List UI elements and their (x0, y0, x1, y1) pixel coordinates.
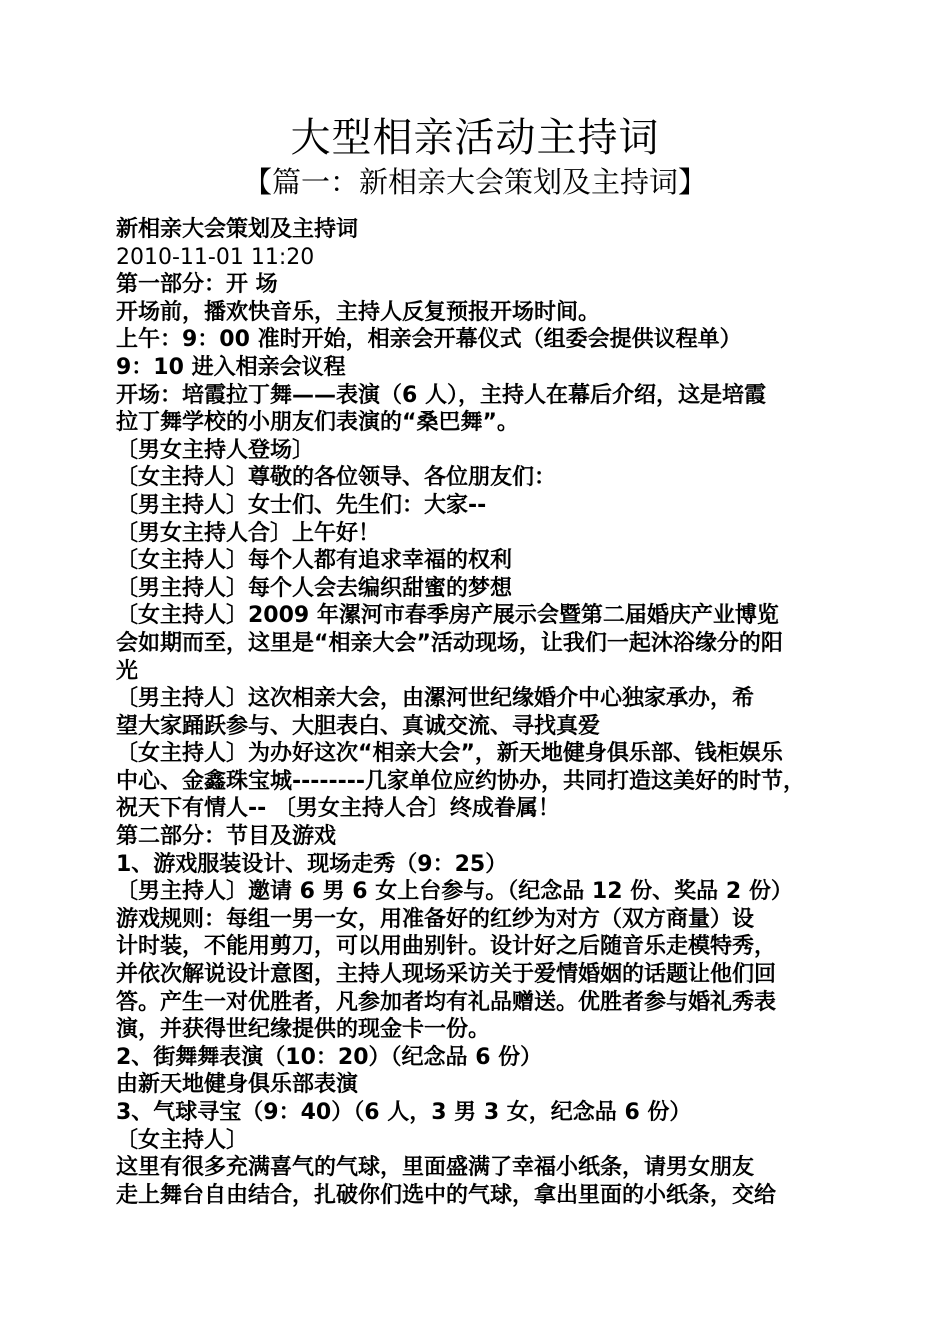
paragraph-line: 1、游戏服装设计、现场走秀（9：25） (116, 851, 508, 877)
paragraph-line: 演，并获得世纪缘提供的现金卡一份。 (116, 1017, 491, 1043)
paragraph-line: 开场前，播欢快音乐，主持人反复预报开场时间。 (116, 299, 601, 325)
paragraph-line: 计时装，不能用剪刀，可以用曲别针。设计好之后随音乐走模特秀， (116, 934, 777, 960)
paragraph-line: 这里有很多充满喜气的气球，里面盛满了幸福小纸条，请男女朋友 (116, 1155, 755, 1181)
document-subtitle: 【篇一：新相亲大会策划及主持词】 (242, 165, 707, 199)
paragraph-line: 游戏规则：每组一男一女，用准备好的红纱为对方（双方商量）设 (116, 906, 755, 932)
part-heading: 第一部分：开 场 (116, 272, 278, 298)
date-line: 2010-11-01 11:20 (116, 244, 315, 270)
dialogue-line: 望大家踊跃参与、大胆表白、真诚交流、寻找真爱 (116, 713, 601, 739)
document-title: 大型相亲活动主持词 (290, 115, 660, 161)
dialogue-line: 〔女主持人〕 (116, 1127, 249, 1153)
dialogue-line: 中心、金鑫珠宝城--------几家单位应约协办，共同打造这美好的时节， (116, 768, 806, 794)
dialogue-line: 〔男女主持人合〕上午好！ (116, 520, 381, 546)
part-heading: 第二部分：节目及游戏 (116, 824, 337, 850)
paragraph-line: 并依次解说设计意图，主持人现场采访关于爱情婚姻的话题让他们回 (116, 962, 777, 988)
paragraph-line: 走上舞台自由结合，扎破你们选中的气球，拿出里面的小纸条，交给 (116, 1182, 777, 1208)
paragraph-line: 3、气球寻宝（9：40）（6 人，3 男 3 女，纪念品 6 份） (116, 1100, 692, 1125)
dialogue-line: 〔女主持人〕2009 年漯河市春季房产展示会暨第二届婚庆产业博览 (116, 603, 779, 629)
dialogue-line: 〔男女主持人登场〕 (116, 437, 315, 463)
paragraph-line: 由新天地健身俱乐部表演 (116, 1072, 359, 1098)
paragraph-line: 拉丁舞学校的小朋友们表演的“桑巴舞”。 (116, 410, 519, 436)
dialogue-line: 〔女主持人〕尊敬的各位领导、各位朋友们： (116, 465, 557, 491)
paragraph-line: 9：10 进入相亲会议程 (116, 354, 346, 380)
dialogue-line: 会如期而至，这里是“相亲大会”活动现场，让我们一起沐浴缘分的阳 (116, 630, 783, 656)
dialogue-line: 〔女主持人〕为办好这次“相亲大会”，新天地健身俱乐部、钱柜娱乐 (116, 741, 783, 767)
dialogue-line: 〔男主持人〕女士们、先生们：大家-- (116, 492, 487, 518)
paragraph-line: 2、街舞舞表演（10：20）（纪念品 6 份） (116, 1044, 543, 1070)
dialogue-line: 〔男主持人〕每个人会去编织甜蜜的梦想 (116, 575, 513, 601)
dialogue-line: 光 (116, 658, 139, 684)
document-body (116, 216, 840, 1209)
dialogue-line: 祝天下有情人-- 〔男女主持人合〕终成眷属！ (116, 796, 560, 822)
paragraph-line: 〔男主持人〕邀请 6 男 6 女上台参与。（纪念品 12 份、奖品 2 份） (116, 879, 793, 905)
dialogue-line: 〔男主持人〕这次相亲大会，由漯河世纪缘婚介中心独家承办，希 (116, 686, 755, 712)
paragraph-line: 开场：培霞拉丁舞——表演（6 人），主持人在幕后介绍，这是培霞 (116, 382, 766, 408)
paragraph-line: 上午：9：00 准时开始，相亲会开幕仪式（组委会提供议程单） (116, 327, 742, 353)
paragraph-line: 答。产生一对优胜者，凡参加者均有礼品赠送。优胜者参与婚礼秀表 (116, 989, 777, 1015)
dialogue-line: 〔女主持人〕每个人都有追求幸福的权利 (116, 548, 513, 574)
section-heading: 新相亲大会策划及主持词 (116, 217, 359, 242)
